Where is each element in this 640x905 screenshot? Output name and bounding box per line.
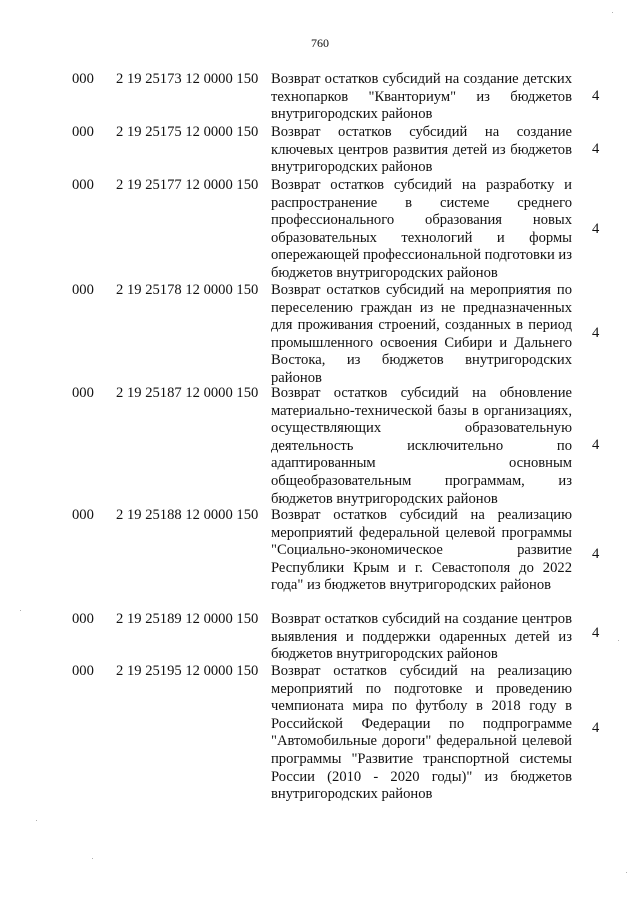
budget-code: 2 19 25188 12 0000 150 [116,507,259,523]
row-description: Возврат остатков субсидий на разработку и распространение в системе среднего профессионального образования новых образовательных технологий и формы опережающей профессиональной подготовки из бюджетов внутригородских районов [271,177,573,281]
code-admin: 000 [72,282,94,298]
scan-speck [92,858,93,859]
row-value: 4 [592,546,600,562]
row-value: 4 [592,437,600,453]
budget-code: 2 19 25175 12 0000 150 [116,124,259,140]
code-admin: 000 [72,611,94,627]
budget-code: 2 19 25177 12 0000 150 [116,177,259,193]
code-admin: 000 [72,177,94,193]
scan-speck [612,12,613,13]
budget-code: 2 19 25195 12 0000 150 [116,663,259,679]
row-value: 4 [592,88,600,104]
code-admin: 000 [72,124,94,140]
row-description: Возврат остатков субсидий на создание ключевых центров развития детей из бюджетов внутригородских районов [271,124,572,176]
scan-speck [618,640,619,641]
scan-speck [20,610,21,611]
row-description: Возврат остатков субсидий на реализацию мероприятий по подготовке и проведению чемпионата мира по футболу в 2018 году в Российской Федерации по подпрограмме "Автомобильные дороги" федеральной целевой программы "Развитие транспортной системы России (2010 - 2020 годы)" из бюджетов внутригородских районов [271,663,572,803]
scan-speck [626,872,627,873]
row-description: Возврат остатков субсидий на мероприятия по переселению граждан из не предназначенных для проживания строений, созданных в период промышленного освоения Сибири и Дальнего Востока, из бюджетов внутригородских районов [271,282,572,386]
budget-code: 2 19 25173 12 0000 150 [116,71,259,87]
code-admin: 000 [72,663,94,679]
row-description: Возврат остатков субсидий на реализацию мероприятий федеральной целевой программы "Социально-экономическое развитие Республики Крым и г. Севастополя до 2022 года" из бюджетов внутригородских районов [271,507,572,594]
row-description: Возврат остатков субсидий на создание детских технопарков "Кванториум" из бюджетов внутригородских районов [271,71,572,123]
row-value: 4 [592,221,600,237]
code-admin: 000 [72,507,94,523]
code-admin: 000 [72,385,94,401]
row-value: 4 [592,720,600,736]
budget-code: 2 19 25189 12 0000 150 [116,611,259,627]
row-description: Возврат остатков субсидий на создание центров выявления и поддержки одаренных детей из бюджетов внутригородских районов [271,611,572,663]
row-value: 4 [592,625,600,641]
scan-speck [36,820,37,821]
page-number: 760 [311,36,329,50]
budget-code: 2 19 25187 12 0000 150 [116,385,259,401]
code-admin: 000 [72,71,94,87]
row-value: 4 [592,141,600,157]
budget-code: 2 19 25178 12 0000 150 [116,282,259,298]
row-description: Возврат остатков субсидий на обновление материально-технической базы в организациях, осуществляющих образовательную деятельность исключительно по адаптированным основным общеобразовательным программам, из бюджетов внутригородских районов [271,385,572,507]
row-value: 4 [592,325,600,341]
